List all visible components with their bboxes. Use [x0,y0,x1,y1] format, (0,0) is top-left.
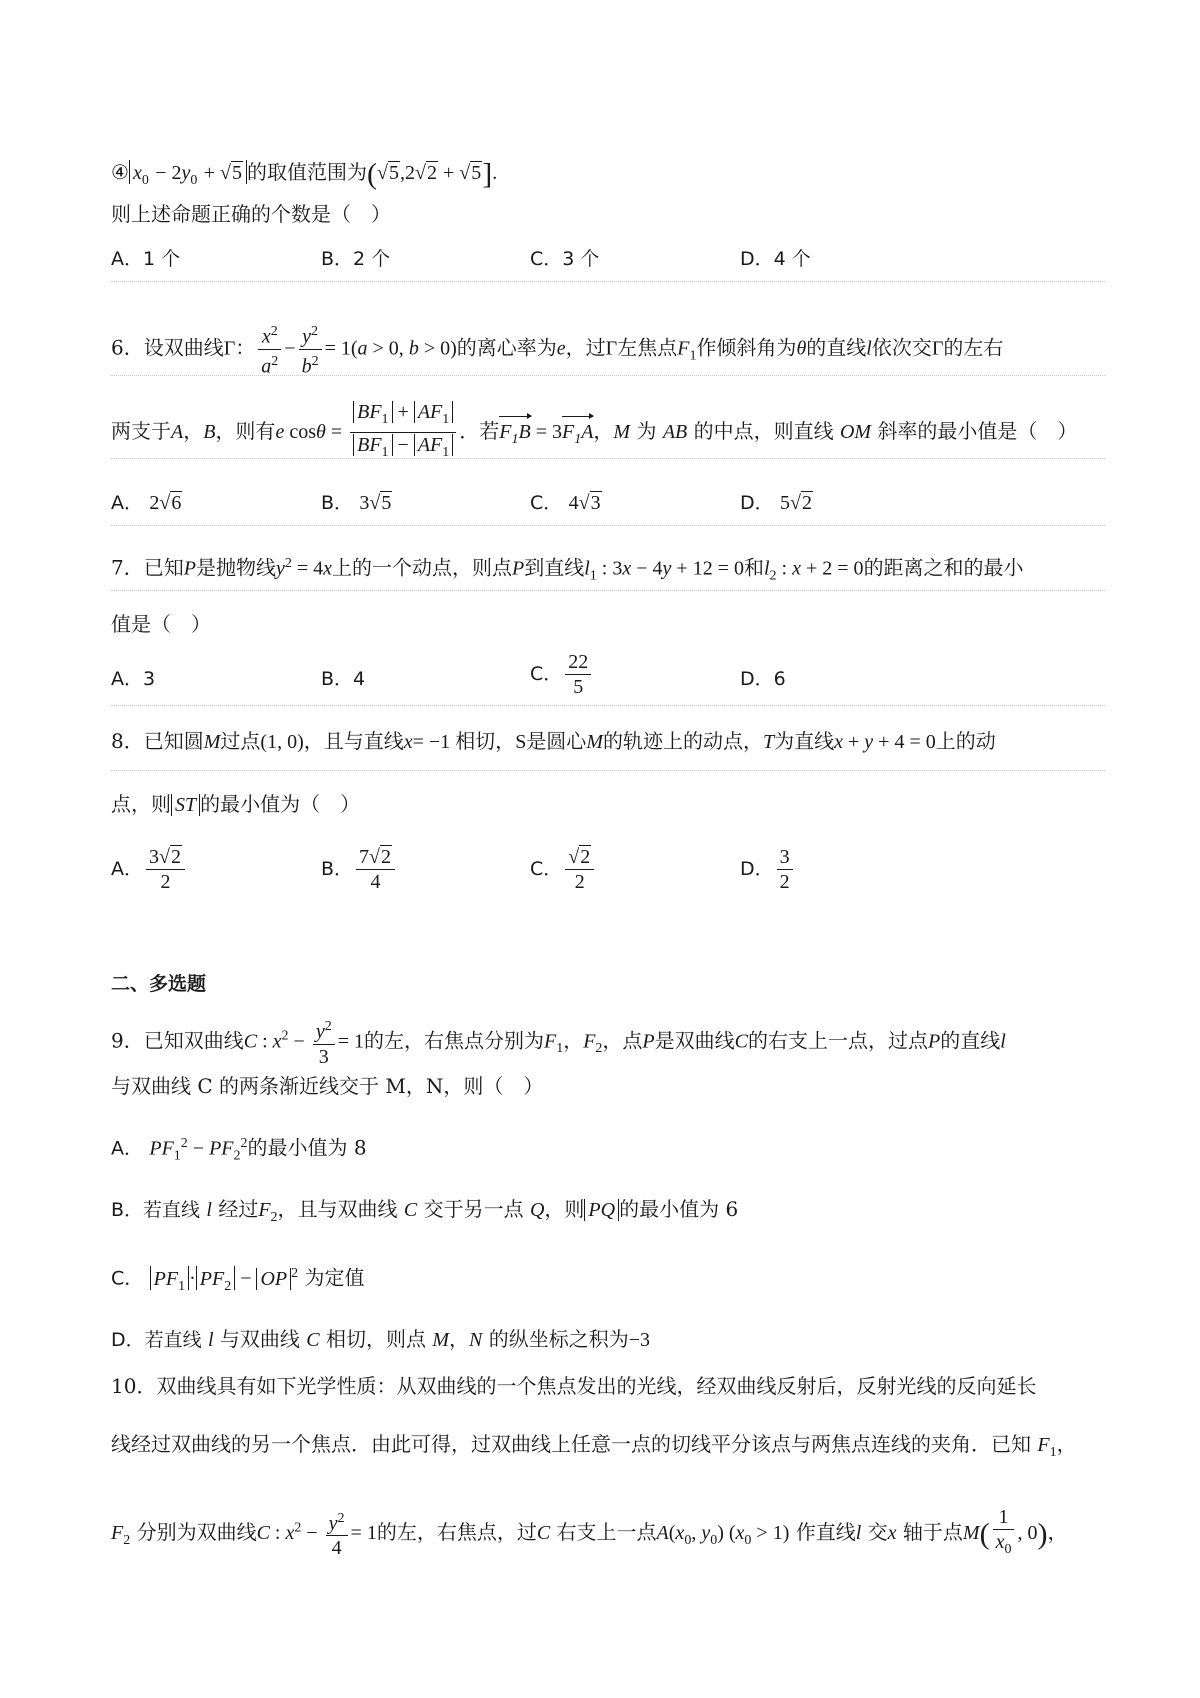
q10-line1: 10．双曲线具有如下光学性质：从双曲线的一个焦点发出的光线，经双曲线反射后，反射光线的反向延长 [111,1374,1037,1398]
q7-stem-line2: 值是（ ） [111,612,211,636]
q7-option-a[interactable]: A．3 [111,668,156,690]
divider [111,770,1105,771]
q10-line3: $F_2$ 分别为双曲线C : $x^2$ − $\frac{y^2}{4}$ = 1的左，右焦点，过C 右支上一点$A(x_0$, $y_0$) $(x_0 > 1)$ 作直线l 交x 轴于点M( $\frac{1}{x_0}$ , 0)， [111,1505,1110,1562]
q6-option-d[interactable]: D． 5√2 [740,492,812,514]
q7-option-c[interactable]: C． $\frac{22}{5}$ [530,650,594,699]
q6-option-c[interactable]: C． 4√3 [530,492,601,514]
q9-option-a[interactable]: A． $PF_1^2 - PF_2^2$的最小值为 8 [111,1135,367,1164]
q8-option-a[interactable]: A． $\frac{3√2}{2}$ [111,845,188,894]
q8-option-c[interactable]: C． $\frac{√2}{2}$ [530,845,597,894]
section-heading: 二、多选题 [111,973,207,995]
q8-option-b[interactable]: B． $\frac{7√2}{4}$ [321,845,398,894]
q5-option-c[interactable]: C．3 个 [530,248,600,270]
divider [111,705,1105,706]
q6-stem-line1: 6．设双曲线Γ： $\frac{x^2}{a^2}$ − $\frac{y^2}{b^2}$ = 1(a > 0, b > 0)的离心率为e，过Γ左焦点$F_1$作倾斜角为θ的直线l依次交Γ的左右 [111,324,1004,378]
q9-stem-line1: 9．已知双曲线C : $x^2$ − $\frac{y^2}{3}$ = 1的左，右焦点分别为$F_1$，$F_2$，点P是双曲线C的右支上一点，过点P的直线l [111,1019,1006,1068]
proposition-4: ④ $x_0 - 2y_0 + √5$ 的取值范围为(√5,2√2 + √5]. [111,157,498,191]
q7-stem-line1: 7．已知P是抛物线$y^2 = 4x$上的一个动点，则点P到直线$l_1$ : 3x − 4y + 12 = 0和$l_2$ : x + 2 = 0的距离之和的最小 [111,555,1024,584]
q9-stem-line2: 与双曲线 C 的两条渐近线交于 M，N，则（ ） [111,1074,544,1098]
q9-option-b[interactable]: B．若直线 l 经过$F_2$，且与双曲线 C 交于另一点 Q，则 PQ 的最小值为 6 [111,1197,739,1225]
q6-stem-line2: 两支于A，B，则有e cosθ = $\frac{BF_1 + AF_1}{BF_1 - AF_1}$ ．若$F_1B = 3F_1A$，M 为 AB 的中点，则直线 OM 斜率的最小值是（ ） [111,400,1110,465]
divider [111,375,1105,376]
q9-option-c[interactable]: C． $PF_1 \cdot PF_2$ − OP $^2$ 为定值 [111,1265,365,1294]
q5-option-a[interactable]: A．1 个 [111,248,181,270]
q7-option-d[interactable]: D．6 [740,668,786,690]
q6-option-a[interactable]: A． 2√6 [111,492,182,514]
q8-stem-line1: 8．已知圆M过点(1, 0)，且与直线x= −1 相切，S是圆心M的轨迹上的动点，T为直线x + y + 4 = 0上的动 [111,729,996,753]
divider [111,458,1105,459]
divider [111,590,1105,591]
divider [111,525,1105,526]
q5-option-b[interactable]: B．2 个 [321,248,391,270]
q9-option-d[interactable]: D．若直线 l 与双曲线 C 相切，则点 M，N 的纵坐标之积为−3 [111,1327,650,1351]
divider [111,281,1105,282]
q8-option-d[interactable]: D． $\frac{3}{2}$ [740,845,796,894]
q6-option-b[interactable]: B． 3√5 [321,492,392,514]
q7-option-b[interactable]: B．4 [321,668,366,690]
q5-option-d[interactable]: D．4 个 [740,248,811,270]
q8-stem-line2: 点，则 ST 的最小值为（ ） [111,792,361,816]
q5-stem: 则上述命题正确的个数是（ ） [111,202,391,226]
q10-line2: 线经过双曲线的另一个焦点．由此可得，过双曲线上任意一点的切线平分该点与两焦点连线的夹角．已知 $F_1$， [111,1432,1077,1460]
